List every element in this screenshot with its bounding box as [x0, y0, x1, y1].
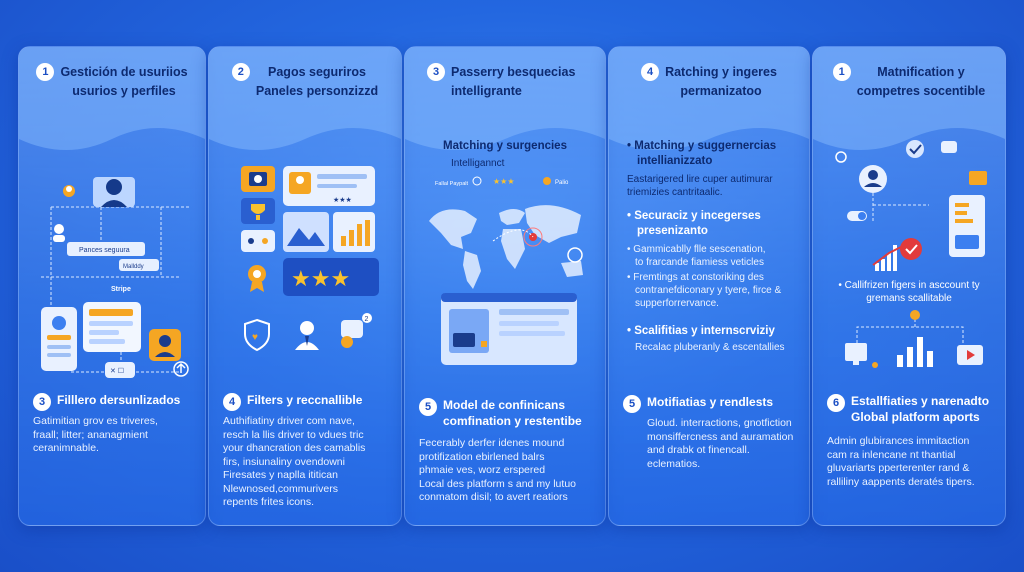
body-line: Nlewnosed,commurivers [223, 482, 338, 495]
feature-title: Scalifitias y internscrviziy [634, 325, 775, 337]
title-line: Paneles personzizzd [255, 84, 379, 98]
feature-body: supperforrervance. [635, 298, 719, 309]
step-number: 5 [419, 398, 437, 416]
step-number: 3 [33, 393, 51, 411]
section-title: Global platform aports [851, 410, 980, 424]
feature-body: Eastarigered lire cuper autimurar [627, 174, 773, 185]
section-body [33, 415, 195, 456]
user-badge-icon [149, 329, 181, 361]
chat-bubble-icon [941, 141, 957, 153]
scalable-text: • Callifrizen figers in asccount ty gremans scallitable [813, 279, 1005, 305]
section-title: Filllero dersunlizados [57, 393, 181, 407]
body-line: gluvariarts pperterenter rand & [827, 462, 970, 474]
body-line: Fecerably derfer idenes mound [419, 437, 565, 449]
body-line: eclematios. [647, 457, 701, 470]
mid-text: Callifrizen figers in asccount ty [844, 280, 980, 291]
dashboard-illustration [237, 162, 387, 362]
feature-body: Fremtings at constoriking des [633, 272, 764, 283]
body-line: conmatom disil; to avert reatiors [419, 491, 568, 503]
feature-item: • Securaciz y incegerses presenizanto • Gammicablly flle sescenation, to frarcande fiamiess veticles [627, 209, 801, 269]
svg-text:✕ ☐: ✕ ☐ [110, 368, 125, 375]
section-filters [33, 392, 195, 456]
section-model [419, 397, 595, 505]
section-title: Motifiatias y rendlests [647, 395, 774, 409]
svg-text:♥: ♥ [252, 332, 258, 343]
analytics-illustration-top [829, 135, 993, 275]
bar-chart-icon [897, 337, 933, 367]
feature-body: triemizies cantritaalic. [627, 187, 723, 198]
body-line: resch la llis driver to vdues tric [223, 428, 364, 441]
section-body [623, 417, 799, 471]
badge-icon [248, 265, 266, 292]
section-filters [223, 392, 391, 510]
image-card [283, 212, 329, 252]
body-line: Local des platform s and my lutuo [419, 477, 576, 490]
mid-title: Matching y surgencies [443, 140, 567, 152]
user-avatar-icon [93, 177, 135, 207]
title-line: competres socentible [856, 84, 986, 98]
title-line: usurios y perfiles [72, 84, 176, 98]
check-icon [906, 140, 924, 158]
section-body [827, 435, 995, 489]
bar-chart-card [333, 212, 375, 252]
body-line: your dhancration des camablis [223, 442, 366, 454]
section-global-platform [827, 393, 995, 489]
panel-matching [608, 46, 810, 526]
step-number: 1 [833, 63, 851, 81]
panel-title [813, 63, 1005, 101]
upload-icon [174, 362, 188, 376]
phone-card-icon [41, 307, 77, 371]
section-title: Model de confinicans [443, 398, 566, 412]
title-line: intelligrante [451, 84, 522, 98]
feature-item: • Scalifitias y internscrviziy Recalac pluberanly & escentallies [627, 324, 801, 354]
profile-panel [283, 166, 375, 206]
step-number: 1 [36, 63, 54, 81]
title-line: Ratching y ingeres [665, 65, 777, 79]
profile-card [83, 302, 141, 352]
body-line: cam ra inlencane nt thantial [827, 448, 956, 461]
svg-text:★★★: ★★★ [493, 177, 515, 186]
label-text: Pances seguura [79, 247, 130, 254]
title-line: Gestición de usuriios [60, 65, 188, 79]
section-title: Estallfiaties y narenadto [851, 394, 990, 408]
panel-secure-payments [208, 46, 402, 526]
world-map [429, 205, 583, 289]
body-line: and drabk ot finencall. [647, 444, 750, 456]
feature-body: Gammicablly flle sescenation, [633, 244, 766, 255]
label-text: Stripe [111, 286, 131, 293]
feature-list [627, 139, 801, 354]
svg-text:2: 2 [364, 316, 369, 323]
user-network-illustration [31, 167, 197, 382]
section-title: comfination y restentibe [443, 414, 582, 428]
panel-title [609, 63, 809, 101]
body-line: firs, insiunaliny ovendowni [223, 455, 345, 468]
sync-icon [568, 248, 582, 262]
body-line: ralliliny aappents deratés tipers. [827, 475, 975, 488]
feature-item: • Fremtings at constoriking des contranefdiconary y tyere, firce & supperforrervance. [627, 271, 801, 310]
video-player-icon [957, 345, 983, 365]
coin-chat-icon [341, 313, 372, 348]
lightbulb-icon [836, 152, 846, 162]
panel-title [405, 63, 605, 101]
panel-intelligent-search [404, 46, 606, 526]
step-number: 2 [232, 63, 250, 81]
body-line: Authifiatiny driver com nave, [223, 415, 355, 427]
mobile-chart [949, 195, 985, 257]
trophy-icon [241, 198, 275, 224]
title-line: Matnification y [877, 65, 965, 79]
world-map-illustration [421, 171, 593, 371]
feature-item: • Matching y suggernercias intellianizzato Eastarigered lire cuper autimurar triemizies cantritaalic. [627, 139, 801, 199]
body-line: monsiffercness and auramation [647, 430, 794, 443]
gamepad-icon [241, 230, 275, 252]
shield-heart-icon [245, 320, 269, 350]
body-line: Gatimitian grov es triveres, [33, 415, 158, 427]
payment-label: Palio [555, 180, 569, 186]
feature-body: Recalac pluberanly & escentallies [635, 342, 785, 353]
body-line: repents frites icons. [223, 496, 315, 508]
body-line: Admin glubirances immitaction [827, 435, 970, 447]
chat-icon [105, 362, 135, 378]
feature-title: presenizanto [637, 225, 708, 237]
panel-title [209, 63, 401, 101]
body-line: Gloud. interractions, gnotfiction [647, 417, 792, 429]
feature-title: Securaciz y incegerses [634, 210, 761, 222]
browser-window [441, 293, 577, 365]
body-line: fraall; litter; ananagmient [33, 428, 148, 441]
key-icon [872, 362, 878, 368]
step-number: 5 [623, 395, 641, 413]
svg-text:★★★: ★★★ [333, 197, 352, 204]
svg-text:★★★: ★★★ [291, 266, 351, 291]
monitor-icon [845, 343, 867, 365]
section-body [223, 415, 391, 510]
toggle-icon [847, 211, 867, 221]
section-body [419, 437, 595, 505]
step-number: 6 [827, 394, 845, 412]
body-line: protifization ebirlened balrs [419, 450, 545, 463]
analytics-illustration-bottom [843, 307, 993, 373]
step-number: 4 [223, 393, 241, 411]
payment-label: Fallal Paypalt [435, 181, 469, 187]
section-title: Filters y reccnallible [247, 393, 363, 407]
title-line: Pagos seguriros [268, 65, 366, 79]
rating-stars [283, 258, 379, 296]
person-tie-icon [295, 321, 319, 350]
matching-heading [405, 139, 605, 170]
mid-subtitle: Intelligannct [451, 158, 505, 169]
mid-text: gremans scallitable [866, 293, 952, 304]
avatar-icon [63, 185, 75, 197]
body-line: Firesates y naplla ititican [223, 469, 338, 481]
feature-body: to frarcande fiamiess veticles [635, 257, 764, 268]
step-number: 4 [641, 63, 659, 81]
title-line: Passerry besquecias [451, 65, 576, 79]
heart-check-icon [900, 238, 922, 260]
section-motivation [623, 394, 799, 471]
user-avatar-icon [859, 165, 887, 193]
panel-user-management [18, 46, 206, 526]
label-text: Mallddy [123, 264, 144, 270]
card-icon [969, 171, 987, 185]
feature-title: intellianizzato [637, 155, 713, 167]
step-number: 3 [427, 63, 445, 81]
coin-icon [910, 310, 920, 320]
body-line: phmaie ves, worz erspered [419, 464, 546, 476]
title-line: permanizatoo [680, 84, 762, 98]
feature-title: Matching y suggernercias [634, 140, 777, 152]
panel-gamification [812, 46, 1006, 526]
person-icon [53, 224, 65, 242]
body-line: ceranimnable. [33, 442, 99, 454]
panel-title [19, 63, 205, 101]
camera-icon [241, 166, 275, 192]
feature-body: contranefdiconary y tyere, firce & [635, 285, 782, 296]
